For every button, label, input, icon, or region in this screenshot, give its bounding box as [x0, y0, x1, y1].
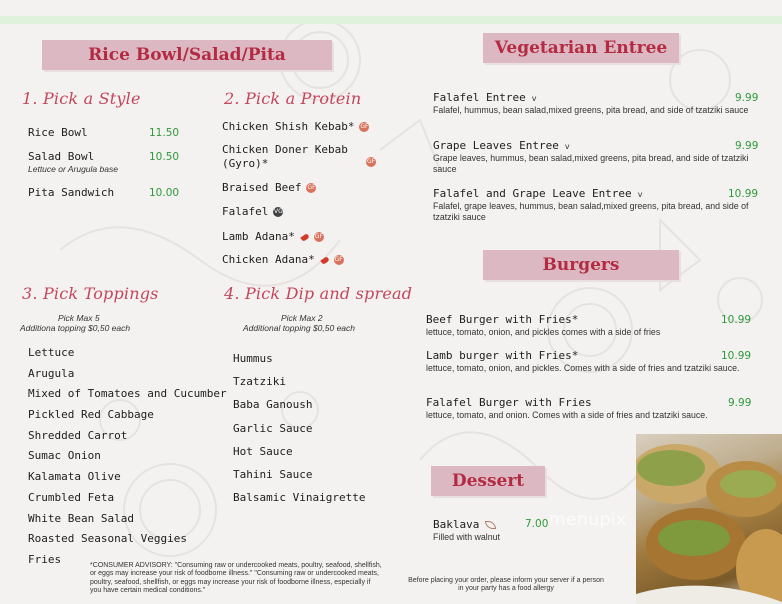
toppings-note-extra: Additiona topping $0,50 each	[20, 323, 131, 333]
topping-item: Kalamata Olive	[28, 470, 121, 484]
protein-name: Lamb Adana*	[222, 230, 295, 243]
topping-item: Lettuce	[28, 346, 75, 359]
style-item-name: Salad Bowl	[28, 150, 95, 163]
gluten-free-icon: GF	[314, 233, 323, 240]
vegetarian-banner: Vegetarian Entree	[483, 33, 679, 63]
protein-item	[222, 181, 316, 194]
style-item-price: 10.00	[149, 187, 180, 199]
baklava-illustration	[636, 434, 782, 604]
dip-item: Tzatziki	[233, 375, 286, 389]
burger-item-name: Lamb burger with Fries*	[426, 349, 579, 362]
dip-item: Garlic Sauce	[233, 421, 313, 435]
veg-item-price: 10.99	[728, 188, 759, 200]
veg-item-desc: Grape leaves, hummus, bean salad,mixed greens, pita bread, and side of tzatziki sauce	[433, 153, 749, 174]
burger-item-desc: lettuce, tomato, onion, and pickles. Comes with a side of fries and tzatziki sauce.	[426, 363, 740, 373]
consumer-advisory: *CONSUMER ADVISORY: "Consuming raw or undercooked meats, poultry, seafood, shellfish, or eggs may increase your risk of foodborne illness." "Consuming raw or undercooked meats, poultry, seafood, shellfish, or eggs may increase your risk of foodborne illness, especially if you have certain medical conditions."	[90, 562, 382, 594]
gluten-free-icon: GF	[366, 158, 376, 165]
rice-bowl-banner: Rice Bowl/Salad/Pita	[42, 40, 332, 70]
spicy-pepper-icon	[320, 256, 329, 265]
topping-item: Fries	[28, 552, 62, 566]
topping-item: Sumac Onion	[28, 449, 101, 463]
topping-item: Crumbled Feta	[28, 490, 115, 504]
gluten-free-icon: GF	[360, 123, 369, 130]
step3-title: 3. Pick Toppings	[22, 284, 159, 303]
protein-name: Chicken Doner Kebab	[222, 143, 348, 156]
protein-item	[222, 205, 283, 218]
burger-item-price: 10.99	[721, 350, 752, 362]
veg-item-name	[433, 187, 642, 200]
toppings-list	[28, 346, 227, 574]
burger-item-desc: lettuce, tomato, onion, and pickles comes with a side of fries	[426, 327, 661, 337]
gluten-free-icon: GF	[307, 184, 316, 191]
toppings-note-max: Pick Max 5	[58, 313, 100, 323]
dessert-item-price: 7.00	[525, 518, 549, 530]
topping-item: Pickled Red Cabbage	[28, 408, 154, 422]
style-item-salad-bowl	[28, 150, 94, 163]
veg-name: Grape Leaves Entree	[433, 139, 559, 152]
veg-name: Falafel Entree	[433, 91, 526, 104]
dips-note-extra: Additional topping $0,50 each	[243, 323, 356, 333]
veg-item-price: 9.99	[735, 140, 759, 152]
watermark: menupix	[549, 510, 627, 530]
top-accent-bar	[0, 16, 782, 24]
burgers-banner: Burgers	[483, 250, 679, 280]
protein-item	[222, 120, 369, 133]
gluten-free-icon: GF	[334, 256, 343, 263]
topping-item: Mixed of Tomatoes and Cucumber	[28, 387, 227, 401]
protein-name: Falafel	[222, 205, 269, 218]
step4-title: 4. Pick Dip and spread	[224, 284, 413, 303]
burger-item-desc: lettuce, tomato, and onion. Comes with a side of fries and tzatziki sauce.	[426, 410, 708, 420]
topping-item: White Bean Salad	[28, 511, 134, 525]
style-item-price: 10.50	[149, 151, 180, 163]
vegan-icon: VG	[273, 208, 283, 215]
dessert-banner: Dessert	[431, 466, 545, 496]
dips-note-max: Pick Max 2	[281, 313, 323, 323]
burger-item-name: Beef Burger with Fries*	[426, 313, 579, 326]
step2-title: 2. Pick a Protein	[224, 89, 362, 108]
protein-item	[222, 143, 348, 171]
dessert-name: Baklava	[433, 518, 480, 531]
protein-item	[222, 253, 344, 266]
style-item-price: 11.50	[149, 127, 180, 139]
protein-name: Chicken Shish Kebab*	[222, 120, 355, 133]
style-item-rice-bowl	[28, 126, 88, 139]
veg-item-desc: Falafel, hummus, bean salad,mixed greens, pita bread, and side of tzatziki sauce	[433, 105, 749, 115]
veg-item-price: 9.99	[735, 92, 759, 104]
veg-name: Falafel and Grape Leave Entree	[433, 187, 632, 200]
veg-item-desc: Falafel, grape leaves, hummus, bean salad,mixed greens, pita bread, and side of tzatziki sauce	[433, 201, 749, 222]
topping-item: Arugula	[28, 366, 75, 380]
style-item-name: Rice Bowl	[28, 126, 88, 139]
dips-list	[233, 352, 365, 514]
vegetarian-mark: v	[564, 142, 570, 151]
burger-item-name: Falafel Burger with Fries	[426, 396, 592, 409]
dip-item: Balsamic Vinaigrette	[233, 491, 366, 505]
dip-item: Hummus	[233, 352, 273, 365]
dessert-item-name	[433, 518, 496, 531]
vegetarian-mark: v	[637, 190, 643, 199]
dip-item: Tahini Sauce	[233, 467, 313, 481]
protein-item	[222, 230, 324, 243]
dip-item: Hot Sauce	[233, 444, 293, 458]
protein-name: Chicken Adana*	[222, 253, 315, 266]
topping-item: Roasted Seasonal Veggies	[28, 532, 187, 546]
burger-item-price: 10.99	[721, 314, 752, 326]
protein-name-cont: (Gyro)*	[222, 157, 269, 170]
nut-icon	[485, 521, 496, 529]
burger-item-price: 9.99	[728, 397, 752, 409]
spicy-pepper-icon	[300, 233, 309, 242]
style-item-name: Pita Sandwich	[28, 186, 115, 199]
dessert-item-desc: Filled with walnut	[433, 532, 500, 542]
topping-item: Shredded Carrot	[28, 428, 128, 442]
protein-name: Braised Beef	[222, 181, 302, 194]
baklava-photo	[636, 434, 782, 604]
step1-title: 1. Pick a Style	[22, 89, 141, 108]
allergy-note: Before placing your order, please inform your server if a person in your party has a food allergy	[408, 577, 604, 593]
veg-item-name	[433, 91, 536, 104]
style-item-note: Lettuce or Arugula base	[28, 164, 118, 174]
veg-item-name	[433, 139, 570, 152]
vegetarian-mark: v	[531, 94, 537, 103]
style-item-pita	[28, 186, 114, 199]
dip-item: Baba Ganoush	[233, 398, 313, 412]
